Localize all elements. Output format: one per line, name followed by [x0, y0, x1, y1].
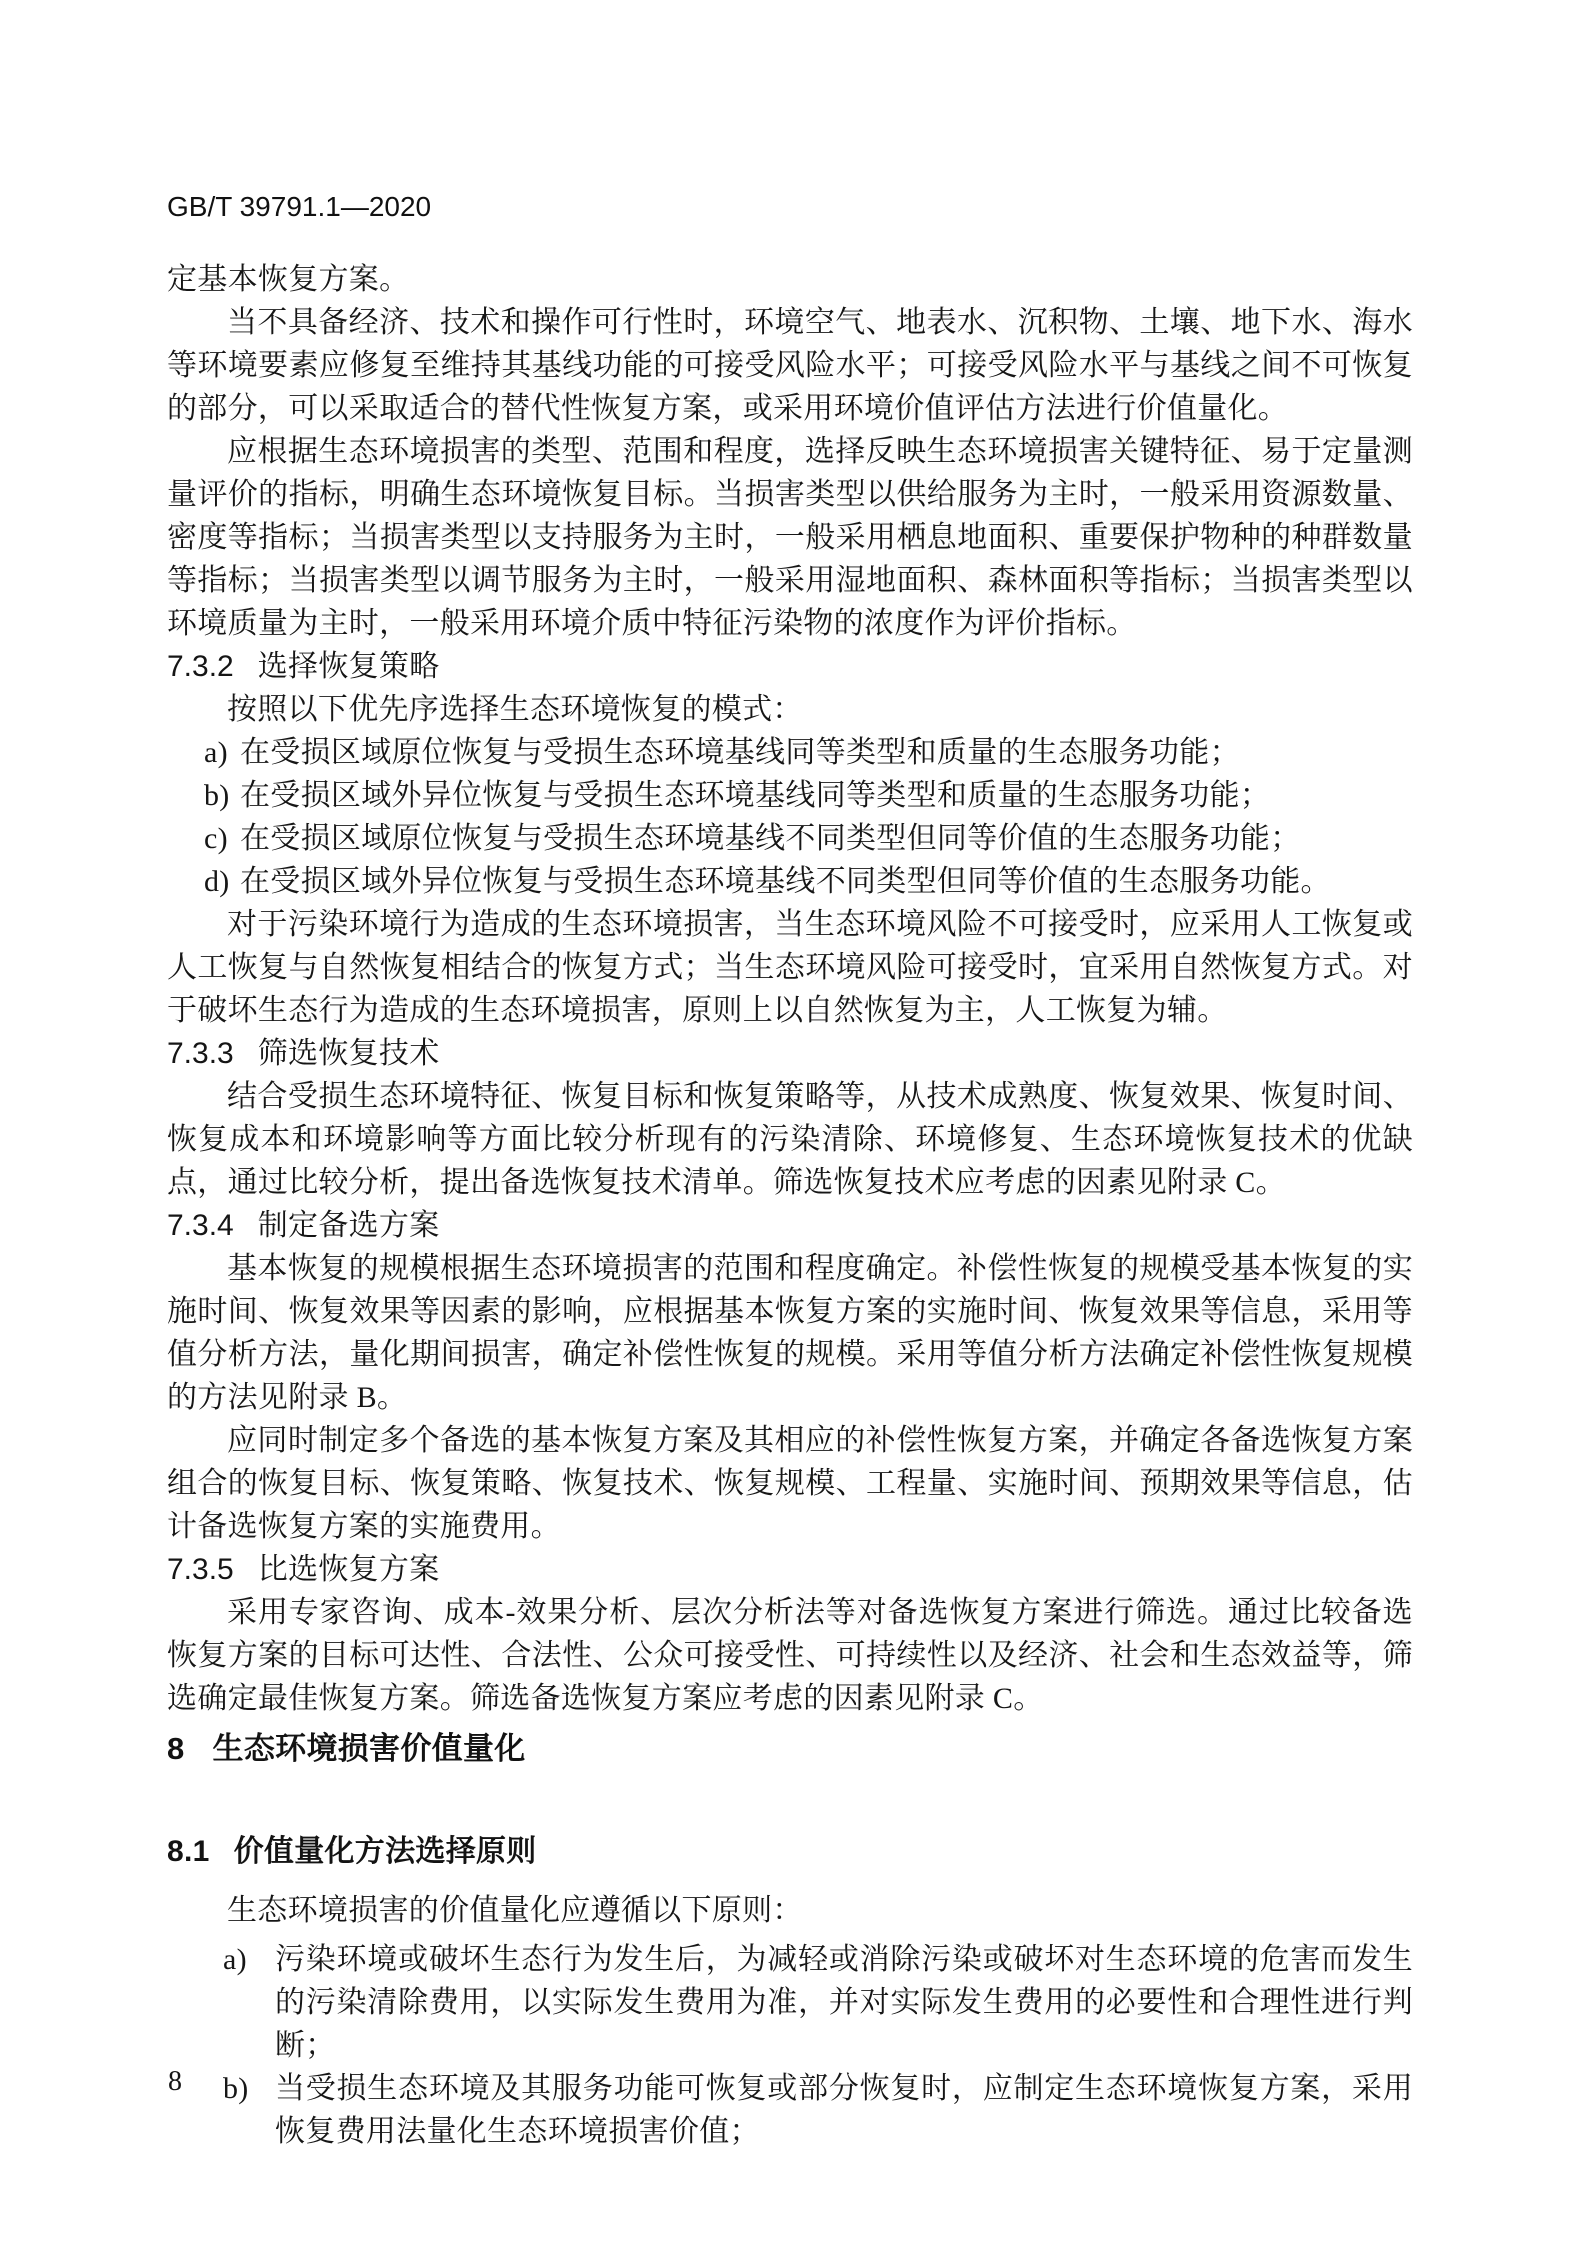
list-item-label: d) [204, 865, 230, 898]
list-item-text: 污染环境或破坏生态行为发生后，为减轻或消除污染或破坏对生态环境的危害而发生的污染清除费用，以实际发生费用为准，并对实际发生费用的必要性和合理性进行判断； [275, 1943, 1413, 2062]
paragraph-continuation: 定基本恢复方案。 [167, 263, 410, 296]
paragraph-indicators: 应根据生态环境损害的类型、范围和程度，选择反映生态环境损害关键特征、易于定量测量评价的指标，明确生态环境恢复目标。当损害类型以供给服务为主时，一般采用资源数量、密度等指标；当损害类型以支持服务为主时，一般采用栖息地面积、重要保护物种的种群数量等指标；当损害类型以调节服务为主时，一般采用湿地面积、森林面积等指标；当损害类型以环境质量为主时，一般采用环境介质中特征污染物的浓度作为评价指标。 [167, 435, 1413, 640]
list-item-label: b) [204, 779, 230, 812]
chapter-title: 生态环境损害价值量化 [212, 1731, 526, 1766]
paragraph-plan-comparison: 采用专家咨询、成本-效果分析、层次分析法等对备选恢复方案进行筛选。通过比较备选恢复方案的目标可达性、合法性、公众可接受性、可持续性以及经济、社会和生态效益等，筛选确定最佳恢复方案。筛选备选恢复方案应考虑的因素见附录 C。 [167, 1596, 1413, 1715]
section-heading-7-3-5 [167, 1548, 1413, 1591]
paragraph-alternative-plans: 应同时制定多个备选的基本恢复方案及其相应的补偿性恢复方案，并确定各备选恢复方案组合的恢复目标、恢复策略、恢复技术、恢复规模、工程量、实施时间、预期效果等信息，估计备选恢复方案的实施费用。 [167, 1424, 1413, 1543]
paragraph-feasibility: 当不具备经济、技术和操作可行性时，环境空气、地表水、沉积物、土壤、地下水、海水等环境要素应修复至维持其基线功能的可接受风险水平；可接受风险水平与基线之间不可恢复的部分，可以采取适合的替代性恢复方案，或采用环境价值评估方法进行价值量化。 [167, 306, 1413, 425]
list-item-text: 在受损区域外异位恢复与受损生态环境基线同等类型和质量的生态服务功能； [240, 779, 1271, 812]
chapter-heading-8 [167, 1726, 1413, 1772]
list-item [167, 774, 1413, 817]
section-number: 8.1 [167, 1835, 210, 1868]
list-item-label: a) [204, 736, 228, 769]
running-head: GB/T 39791.1—2020 [167, 191, 432, 222]
page-number: 8 [168, 2066, 182, 2097]
list-item-label: c) [204, 822, 228, 855]
paragraph-restoration-scale: 基本恢复的规模根据生态环境损害的范围和程度确定。补偿性恢复的规模受基本恢复的实施时间、恢复效果等因素的影响，应根据基本恢复方案的实施时间、恢复效果等信息，采用等值分析方法，量化期间损害，确定补偿性恢复的规模。采用等值分析方法确定补偿性恢复规模的方法见附录 B。 [167, 1252, 1413, 1414]
list-item-label: b) [223, 2072, 249, 2105]
section-title: 价值量化方法选择原则 [233, 1835, 537, 1868]
list-item-text: 在受损区域外异位恢复与受损生态环境基线不同类型但同等价值的生态服务功能。 [240, 865, 1331, 898]
value-quantification-principles-list [167, 1938, 1413, 2153]
list-item [167, 817, 1413, 860]
list-item [167, 1938, 1413, 2067]
list-item-label: a) [223, 1943, 247, 1976]
list-item-text: 当受损生态环境及其服务功能可恢复或部分恢复时，应制定生态环境恢复方案，采用恢复费用法量化生态环境损害价值； [275, 2072, 1413, 2148]
section-heading-7-3-3 [167, 1032, 1413, 1075]
section-number: 7.3.2 [167, 650, 234, 683]
paragraph-modes-intro: 按照以下优先序选择生态环境恢复的模式： [227, 693, 803, 726]
paragraph-technology-screening: 结合受损生态环境特征、恢复目标和恢复策略等，从技术成熟度、恢复效果、恢复时间、恢复成本和环境影响等方面比较分析现有的污染清除、环境修复、生态环境恢复技术的优缺点，通过比较分析，提出备选恢复技术清单。筛选恢复技术应考虑的因素见附录 C。 [167, 1080, 1413, 1199]
paragraph-principles-intro: 生态环境损害的价值量化应遵循以下原则： [227, 1894, 803, 1927]
section-title: 选择恢复策略 [257, 650, 440, 683]
restoration-modes-list [167, 731, 1413, 903]
list-item-text: 在受损区域原位恢复与受损生态环境基线同等类型和质量的生态服务功能； [240, 736, 1240, 769]
section-heading-8-1 [167, 1829, 1413, 1875]
list-item [167, 860, 1413, 903]
section-title: 比选恢复方案 [257, 1553, 440, 1586]
page-content [167, 258, 1413, 2153]
section-heading-7-3-2 [167, 645, 1413, 688]
section-number: 7.3.5 [167, 1553, 234, 1586]
section-title: 制定备选方案 [257, 1209, 440, 1242]
list-item-text: 在受损区域原位恢复与受损生态环境基线不同类型但同等价值的生态服务功能； [240, 822, 1301, 855]
list-item [167, 731, 1413, 774]
section-title: 筛选恢复技术 [257, 1037, 440, 1070]
section-heading-7-3-4 [167, 1204, 1413, 1247]
list-item [167, 2067, 1413, 2153]
section-number: 7.3.4 [167, 1209, 234, 1242]
section-number: 7.3.3 [167, 1037, 234, 1070]
paragraph-strategy: 对于污染环境行为造成的生态环境损害，当生态环境风险不可接受时，应采用人工恢复或人工恢复与自然恢复相结合的恢复方式；当生态环境风险可接受时，宜采用自然恢复方式。对于破坏生态行为造成的生态环境损害，原则上以自然恢复为主，人工恢复为辅。 [167, 908, 1413, 1027]
chapter-number: 8 [167, 1731, 185, 1766]
